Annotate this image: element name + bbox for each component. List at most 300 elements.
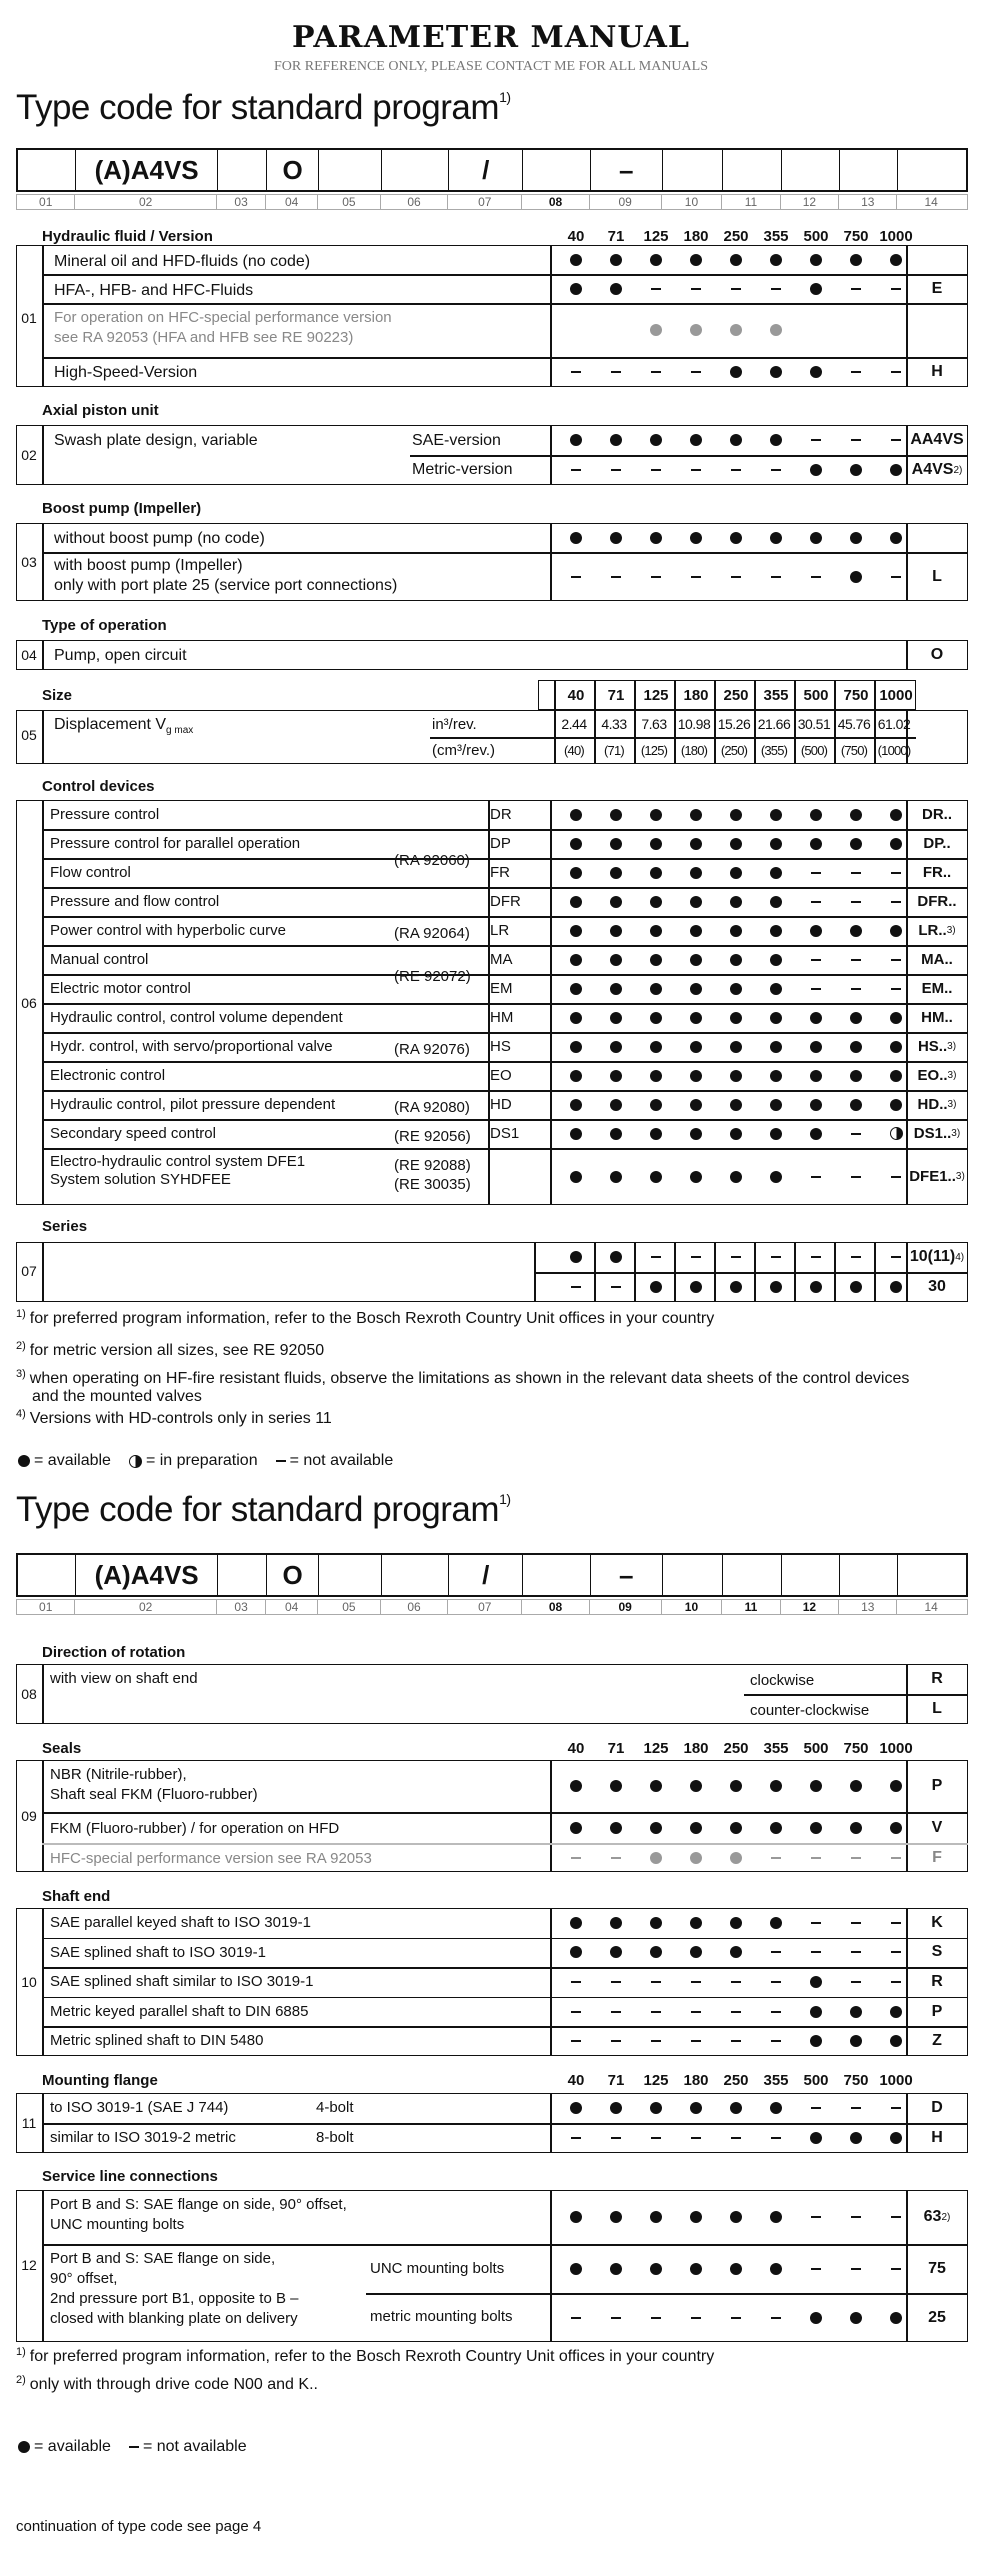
seal-f-cell <box>636 1843 676 1872</box>
control-abbr-HM: HM <box>490 1009 514 1026</box>
displacement-text: Displacement V <box>54 716 167 733</box>
not-available-dash <box>811 2268 821 2270</box>
available-dot <box>730 1128 742 1140</box>
size-cm3-5: (355) <box>760 743 788 758</box>
series-10-cell <box>756 1242 796 1272</box>
control-11-cell <box>836 1119 876 1148</box>
series-10-cell <box>596 1242 636 1272</box>
available-dot <box>650 1099 662 1111</box>
service-2d: closed with blanking plate on delivery <box>50 2310 298 2327</box>
control-label-DFR: Pressure and flow control <box>50 893 220 910</box>
shaft-0-cell <box>796 1908 836 1938</box>
available-dot <box>730 896 742 908</box>
code-63-text: 63 <box>923 2208 942 2225</box>
hyd-hs-cell <box>716 357 756 387</box>
code-R-text: R <box>931 1670 943 1687</box>
available-dot <box>610 254 622 266</box>
available-dot <box>810 366 822 378</box>
available-dot <box>610 838 622 850</box>
shaft-3-cell <box>756 1997 796 2027</box>
control-5-cell <box>756 945 796 974</box>
available-dot <box>850 1012 862 1024</box>
size-col-01-250: 250 <box>723 228 749 245</box>
not-available-dash <box>691 288 701 290</box>
available-dot <box>810 254 822 266</box>
available-dot <box>570 954 582 966</box>
footnote-marker: 3) <box>16 1368 26 1380</box>
control-label-HM: Hydraulic control, control volume dependent <box>50 1009 343 1026</box>
available-dot <box>570 1099 582 1111</box>
code-EO <box>906 1061 968 1090</box>
not-available-dash <box>731 288 741 290</box>
divider <box>550 2190 552 2342</box>
boost-with-cell <box>596 552 636 601</box>
divider <box>42 640 44 670</box>
code-box-numbers <box>16 1599 968 1615</box>
available-dot <box>570 1041 582 1053</box>
available-dot <box>770 954 782 966</box>
control-2-cell <box>636 858 676 887</box>
hyd-hfc-cell <box>556 303 596 357</box>
code-shaft-1-text: S <box>931 1943 943 1961</box>
available-dot <box>690 896 702 908</box>
seal-v-cell <box>596 1812 636 1843</box>
code-number-03: 03 <box>217 1600 266 1614</box>
control-1-cell <box>556 829 596 858</box>
control-5-cell <box>676 945 716 974</box>
divider <box>42 710 44 764</box>
code-seal-F <box>906 1843 968 1872</box>
size-col-05-180: 180 <box>683 687 709 704</box>
available-dot <box>570 283 582 295</box>
code-H-text: H <box>931 363 943 380</box>
hyd-hfc-cell <box>636 303 676 357</box>
not-available-dash <box>851 1951 861 1953</box>
available-dot <box>650 1012 662 1024</box>
code-EM-text: EM.. <box>921 980 953 997</box>
available-dot <box>810 1041 822 1053</box>
hyd-hfc-cell <box>676 303 716 357</box>
size-col-11-750: 750 <box>843 2072 869 2089</box>
available-dot <box>890 1099 902 1111</box>
control-4-cell <box>716 916 756 945</box>
boost-with: with boost pump (Impeller) <box>54 557 243 574</box>
seal-v-cell <box>556 1812 596 1843</box>
available-dot <box>610 532 622 544</box>
boost-without-cell <box>796 523 836 552</box>
size-col-01-125: 125 <box>643 228 669 245</box>
not-available-dash <box>771 576 781 578</box>
control-11-cell <box>756 1119 796 1148</box>
control-label-DP: Pressure control for parallel operation <box>50 835 301 852</box>
not-available-dash <box>771 1951 781 1953</box>
available-dot <box>730 983 742 995</box>
row-number-04: 04 <box>21 647 37 663</box>
hyd-hs-cell <box>756 357 796 387</box>
shaft-1-cell <box>796 1938 836 1968</box>
available-dot <box>730 867 742 879</box>
code-box-cell <box>840 1555 898 1595</box>
hyd-mineral-cell <box>796 245 836 274</box>
size-in3-1: 4.33 <box>601 716 627 732</box>
code-DP <box>906 829 968 858</box>
series-30-cell <box>796 1272 836 1302</box>
control-abbr-LR: LR <box>490 922 510 939</box>
code-number-06: 06 <box>381 195 448 209</box>
code-DFR-text: DFR.. <box>917 893 957 910</box>
available-dot-grey <box>730 324 742 336</box>
col-divider <box>550 245 552 387</box>
shaft-row-2: SAE splined shaft similar to ISO 3019-1 <box>50 1973 314 1991</box>
service-2: Port B and S: SAE flange on side, <box>50 2250 276 2267</box>
code-LR-sup: 3) <box>946 925 956 936</box>
axial-metric-cell <box>716 455 756 485</box>
control-label-HS: Hydr. control, with servo/proportional valve <box>50 1038 333 1055</box>
shaft-row-1: SAE splined shaft to ISO 3019-1 <box>50 1943 266 1961</box>
code-EO-sup: 3) <box>947 1070 957 1081</box>
available-dot <box>690 1041 702 1053</box>
service-2c: 2nd pressure port B1, opposite to B – <box>50 2290 299 2307</box>
code-number-07: 07 <box>448 195 522 209</box>
series-30-cell <box>596 1272 636 1302</box>
code-A4VS <box>906 455 968 485</box>
flange-sae: to ISO 3019-1 (SAE J 744) <box>50 2099 229 2116</box>
available-dot <box>650 2211 662 2223</box>
not-available-dash <box>811 1176 821 1178</box>
ref-92088: (RE 92088) <box>394 1157 471 1174</box>
footnote-marker: 4) <box>16 1408 26 1420</box>
not-available-dash <box>731 1256 741 1258</box>
flange-d-cell <box>676 2093 716 2123</box>
available-dot <box>890 1012 902 1024</box>
control-8-cell <box>796 1032 836 1061</box>
available-dot <box>610 1070 622 1082</box>
code-box-cell: – <box>591 150 663 190</box>
seal-v-cell <box>716 1812 756 1843</box>
code-number-13: 13 <box>839 1600 897 1614</box>
available-dot <box>730 1281 742 1293</box>
not-available-dash <box>851 439 861 441</box>
code-L2-text: L <box>932 1700 942 1717</box>
flange-h-cell <box>756 2123 796 2153</box>
boost-without-cell <box>596 523 636 552</box>
available-dot <box>890 1822 902 1834</box>
available-dot <box>770 1070 782 1082</box>
control-3-cell <box>636 887 676 916</box>
control-0-cell <box>796 800 836 829</box>
code-DS1 <box>906 1119 968 1148</box>
available-dot <box>730 1099 742 1111</box>
shaft-0-cell <box>756 1908 796 1938</box>
available-dot <box>810 1281 822 1293</box>
available-dot <box>570 2102 582 2114</box>
size-col-11-500: 500 <box>803 2072 829 2089</box>
available-dot <box>610 2211 622 2223</box>
service-75-cell <box>796 2244 836 2293</box>
footnote-text: Versions with HD-controls only in series 11 <box>29 1410 332 1428</box>
shaft-2-cell <box>796 1967 836 1997</box>
code-DP-text: DP.. <box>923 835 951 852</box>
not-available-dash <box>571 2137 581 2139</box>
code-AA4VS-text: AA4VS <box>910 431 964 448</box>
hyd-row-hfc: For operation on HFC-special performance version <box>54 309 392 326</box>
hyd-hfa-cell <box>716 274 756 303</box>
axial-metric-cell <box>676 455 716 485</box>
code-FR-text: FR.. <box>922 864 952 881</box>
not-available-dash <box>611 2040 621 2042</box>
code-seal-V <box>906 1812 968 1843</box>
code-E-text: E <box>931 279 943 297</box>
control-abbr-DS1: DS1 <box>490 1125 520 1142</box>
control-8-cell <box>636 1032 676 1061</box>
control-6-cell <box>716 974 756 1003</box>
available-dot <box>730 1041 742 1053</box>
seal-p-cell <box>756 1760 796 1812</box>
code-DR <box>906 800 968 829</box>
control-1-cell <box>716 829 756 858</box>
control-2-cell <box>556 858 596 887</box>
available-dot <box>810 1128 822 1140</box>
available-dot <box>650 838 662 850</box>
size-col-11-40: 40 <box>567 2072 585 2089</box>
size-col-01-355: 355 <box>763 228 789 245</box>
code-box-cell: / <box>449 150 523 190</box>
not-available-dash <box>731 576 741 578</box>
row-number-01: 01 <box>21 310 37 326</box>
footnote-marker: 2) <box>16 1340 26 1352</box>
seal-f-cell <box>796 1843 836 1872</box>
flange-h-cell <box>556 2123 596 2153</box>
control-3-cell <box>556 887 596 916</box>
control-11-cell <box>796 1119 836 1148</box>
rotation-ccw: counter-clockwise <box>750 1702 870 1719</box>
in-preparation-symbol <box>129 1455 142 1468</box>
not-available-dash <box>771 1981 781 1983</box>
service-63-cell <box>756 2190 796 2244</box>
control-4-cell <box>596 916 636 945</box>
not-available-dash-grey <box>611 1857 621 1859</box>
available-dot <box>770 2211 782 2223</box>
available-dot <box>650 954 662 966</box>
code-box-cell <box>898 1555 965 1595</box>
not-available-dash <box>651 288 661 290</box>
size-in3-8: 61.02 <box>877 716 911 732</box>
flange-h-cell <box>636 2123 676 2153</box>
axial-sae-cell <box>636 425 676 455</box>
not-available-dash <box>571 1286 581 1288</box>
available-dot <box>850 571 862 583</box>
available-dot <box>690 809 702 821</box>
code-number-06: 06 <box>381 1600 448 1614</box>
shaft-1-cell <box>636 1938 676 1968</box>
shaft-0-cell <box>636 1908 676 1938</box>
unit-cm3: (cm³/rev.) <box>432 742 496 759</box>
control-10-cell <box>796 1090 836 1119</box>
shaft-1-cell <box>836 1938 876 1968</box>
seal-nbr: NBR (Nitrile-rubber), <box>50 1766 187 1783</box>
available-dot <box>610 283 622 295</box>
code-number-02: 02 <box>75 195 217 209</box>
hyd-mineral-cell <box>596 245 636 274</box>
available-dot <box>770 867 782 879</box>
control-7-cell <box>636 1003 676 1032</box>
code-75 <box>906 2244 968 2293</box>
code-box-cell: O <box>267 1555 319 1595</box>
control-6-cell <box>676 974 716 1003</box>
row-number-07: 07 <box>21 1263 37 1279</box>
flange-4bolt: 4-bolt <box>316 2099 354 2116</box>
code-box-cell <box>523 1555 590 1595</box>
seal-v-cell <box>636 1812 676 1843</box>
code-flange-H-text: H <box>931 2129 943 2146</box>
ref-92060: (RA 92060) <box>394 852 470 869</box>
not-available-dash <box>571 2317 581 2319</box>
code-flange-H <box>906 2123 968 2153</box>
not-available-dash <box>571 2040 581 2042</box>
control-6-cell <box>796 974 836 1003</box>
code-shaft-3-text: P <box>931 2002 943 2020</box>
not-available-dash <box>811 576 821 578</box>
code-shaft-2-text: R <box>931 1972 943 1990</box>
axial-sae-cell <box>556 425 596 455</box>
control-10-cell <box>636 1090 676 1119</box>
available-dot <box>610 1128 622 1140</box>
available-dot <box>570 896 582 908</box>
legend-na: = not available <box>289 1452 394 1469</box>
size-in3-7: 45.76 <box>837 716 871 732</box>
code-box-cell <box>218 150 267 190</box>
available-dot <box>650 1780 662 1792</box>
series-10-cell <box>796 1242 836 1272</box>
footnote-2 <box>16 1340 324 1360</box>
manual-title: PARAMETER MANUAL <box>291 20 691 55</box>
available-dot <box>810 2312 822 2324</box>
available-dot <box>850 1780 862 1792</box>
code-seal-P-text: P <box>931 1777 943 1794</box>
control-0-cell <box>556 800 596 829</box>
available-dot <box>690 1946 702 1958</box>
available-dot <box>650 1171 662 1183</box>
seal-f-cell <box>596 1843 636 1872</box>
available-dot <box>770 1128 782 1140</box>
available-dot <box>810 1780 822 1792</box>
available-dot <box>730 366 742 378</box>
row-number-03: 03 <box>21 554 37 570</box>
available-dot <box>810 2132 822 2144</box>
available-dot <box>770 1281 782 1293</box>
not-available-dash <box>571 469 581 471</box>
available-dot <box>770 983 782 995</box>
available-dot <box>650 532 662 544</box>
available-dot <box>770 1099 782 1111</box>
displacement-label <box>54 716 193 736</box>
shaft-3-cell <box>556 1997 596 2027</box>
available-dot <box>770 1041 782 1053</box>
control-1-cell <box>596 829 636 858</box>
not-available-dash <box>891 2216 901 2218</box>
code-O <box>906 640 968 670</box>
available-dot <box>770 532 782 544</box>
code-HS <box>906 1032 968 1061</box>
axial-metric-cell <box>636 455 676 485</box>
available-dot <box>730 254 742 266</box>
not-available-dash <box>851 872 861 874</box>
code-number-08: 08 <box>522 195 589 209</box>
size-col-11-250: 250 <box>723 2072 749 2089</box>
available-dot-grey <box>690 324 702 336</box>
control-5-cell <box>636 945 676 974</box>
size-cm3-0: (40) <box>564 743 584 758</box>
control-9-cell <box>796 1061 836 1090</box>
control-1-cell <box>756 829 796 858</box>
flange-h-cell <box>596 2123 636 2153</box>
control-7-cell <box>556 1003 596 1032</box>
shaft-row-3: Metric keyed parallel shaft to DIN 6885 <box>50 2002 309 2020</box>
code-DFR <box>906 887 968 916</box>
control-5-cell <box>796 945 836 974</box>
control-0-cell <box>836 800 876 829</box>
not-available-dash <box>276 1460 286 1462</box>
size-col-11-71: 71 <box>607 2072 625 2089</box>
not-available-dash <box>891 1256 901 1258</box>
size-col-01-500: 500 <box>803 228 829 245</box>
not-available-dash <box>651 2317 661 2319</box>
size-col-05-750: 750 <box>843 687 869 704</box>
not-available-dash <box>851 959 861 961</box>
seal-f-cell <box>756 1843 796 1872</box>
not-available-dash <box>771 2137 781 2139</box>
boost-without-cell <box>836 523 876 552</box>
size-col-05-125: 125 <box>643 687 669 704</box>
code-DFE1 <box>906 1148 968 1205</box>
control-abbr-DP: DP <box>490 835 511 852</box>
flange-metric: similar to ISO 3019-2 metric <box>50 2129 236 2146</box>
available-dot <box>730 1946 742 1958</box>
footnote-4 <box>16 1408 332 1428</box>
hyd-hfc-cell <box>876 303 916 357</box>
control-abbr-EM: EM <box>490 980 513 997</box>
code-EM <box>906 974 968 1003</box>
flange-h-cell <box>836 2123 876 2153</box>
control-8-cell <box>836 1032 876 1061</box>
available-dot <box>650 1946 662 1958</box>
code-HD <box>906 1090 968 1119</box>
not-available-dash <box>891 1981 901 1983</box>
rotation-label: with view on shaft end <box>50 1670 198 1687</box>
axial-sae-cell <box>676 425 716 455</box>
axial-metric-cell <box>556 455 596 485</box>
boost-with-cell <box>556 552 596 601</box>
not-available-dash <box>811 1951 821 1953</box>
not-available-dash <box>891 2107 901 2109</box>
series-30-cell <box>676 1272 716 1302</box>
code-number-01: 01 <box>17 195 75 209</box>
not-available-dash <box>651 1981 661 1983</box>
control-5-cell <box>716 945 756 974</box>
shaft-0-cell <box>596 1908 636 1938</box>
axial-sae-cell <box>796 425 836 455</box>
divider <box>42 523 44 601</box>
code-shaft-2 <box>906 1967 968 1997</box>
control-9-cell <box>836 1061 876 1090</box>
available-dot <box>850 1281 862 1293</box>
code-L2 <box>906 1694 968 1724</box>
axial-sae-cell <box>596 425 636 455</box>
code-number-05: 05 <box>318 1600 381 1614</box>
control-abbr-DR: DR <box>490 806 512 823</box>
hyd-hfa-cell <box>556 274 596 303</box>
available-dot <box>850 838 862 850</box>
